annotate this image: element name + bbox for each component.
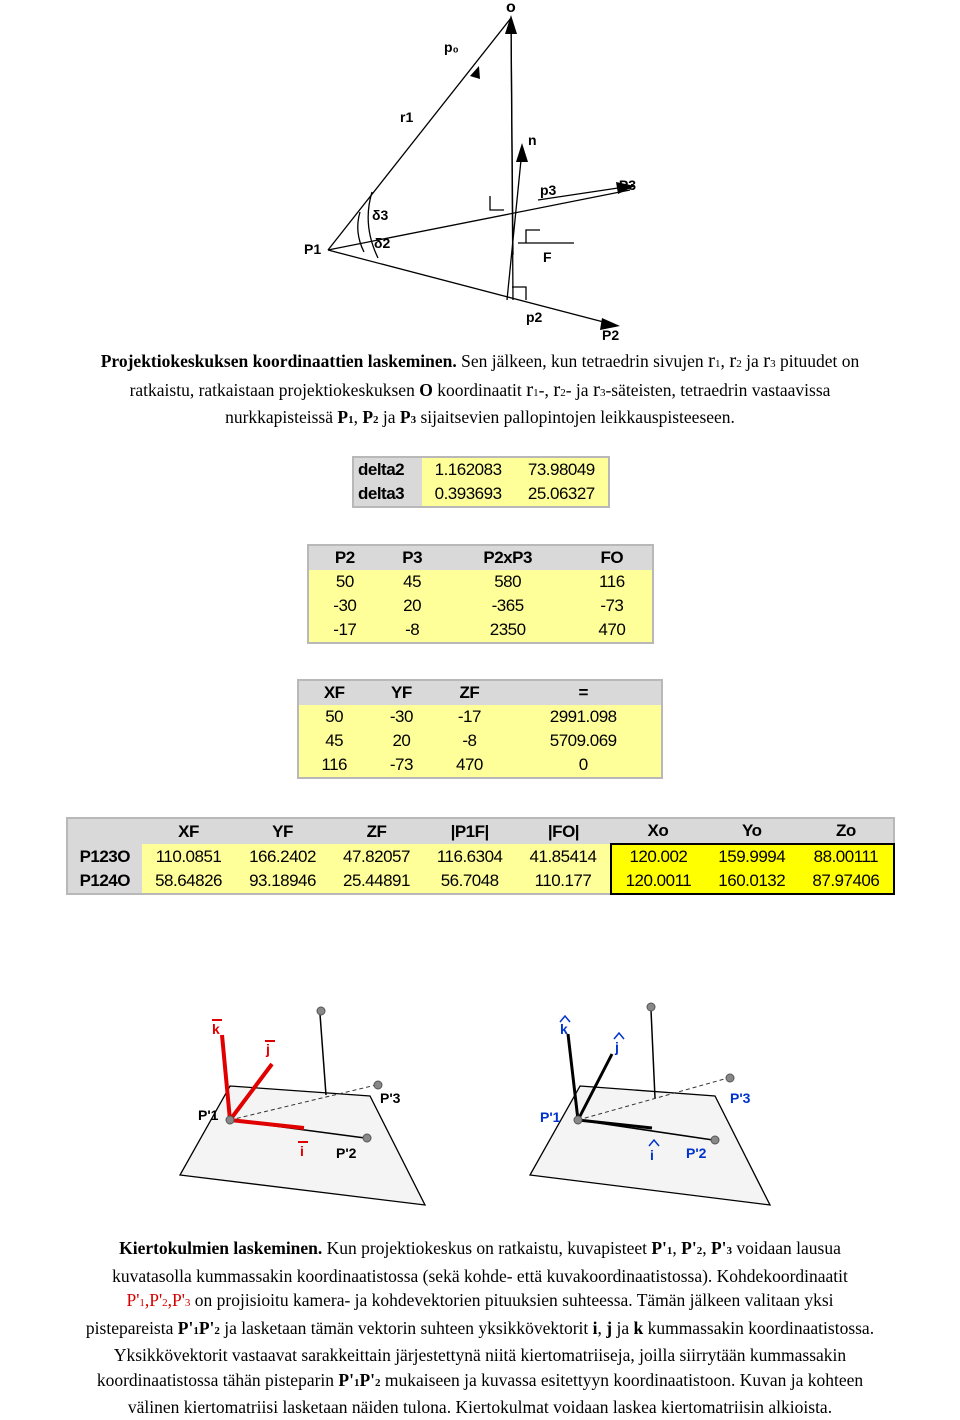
- para1-title: Projektiokeskuksen koordinaattien laskeminen.: [100, 351, 457, 371]
- right-P2-label: P'2: [686, 1145, 707, 1161]
- arrow-n: [516, 143, 528, 162]
- para2-line2: kuvatasolla kummassakin koordinaatistossa (sekä kohde- että kuvakoordinaatistossa). Kohdekoordinaatit: [112, 1265, 848, 1286]
- paragraph-projection-center: [0, 348, 960, 433]
- label-p3: p3: [540, 182, 557, 198]
- table-row: P124O 58.64826 93.18946 25.44891 56.7048 110.177 120.0011 160.0132 87.97406: [67, 869, 894, 894]
- table-row: 50 -30 -17 2991.098: [298, 705, 662, 729]
- table-row: delta2 1.162083 73.98049: [353, 457, 609, 482]
- left-k-label: k: [212, 1021, 220, 1037]
- ray-p0: [328, 18, 511, 250]
- arrow-o: [505, 15, 517, 34]
- left-P3-label: P'3: [380, 1090, 401, 1106]
- angle-arc-inner: [358, 212, 364, 252]
- table-row: delta3 0.393693 25.06327: [353, 482, 609, 507]
- right-j-label: j: [615, 1039, 619, 1055]
- tetrahedron-diagram: [290, 0, 640, 345]
- label-P1: P1: [304, 241, 322, 257]
- right-k-label: k: [560, 1021, 568, 1037]
- line-n-p2: [507, 150, 522, 300]
- para1-line2: ratkaistu, ratkaistaan projektiokeskuksen O koordinaatit r1-, r2- ja r3-säteisten, tetraedrin vastaavissa: [129, 376, 831, 401]
- table-header-row: XF YF ZF =: [298, 680, 662, 705]
- label-o: o: [506, 0, 516, 16]
- para2-line3: P'1,P'2,P'3 on projisioitu kamera- ja kohdevektorien pituuksien suhteessa. Tämän jälkeen valitaan yksi: [126, 1290, 834, 1310]
- table-row: 50 45 580 116: [308, 570, 653, 594]
- f-solution-table: [297, 679, 663, 779]
- left-P1-label: P'1: [198, 1107, 219, 1123]
- table-row: -17 -8 2350 470: [308, 618, 653, 643]
- label-delta3: δ3: [372, 207, 389, 223]
- label-delta2: δ2: [374, 235, 391, 251]
- table-header-row: XF YF ZF |P1F| |FO| Xo Yo Zo: [67, 818, 894, 844]
- right-i-label: i: [650, 1147, 654, 1163]
- right-coordinate-diagram: [530, 1003, 770, 1205]
- left-P2-label: P'2: [336, 1145, 357, 1161]
- table-row: -30 20 -365 -73: [308, 594, 653, 618]
- left-j-label: j: [266, 1041, 270, 1057]
- label-P2: P2: [602, 327, 620, 343]
- para2-line6: koordinaatistossa tähän pisteparin P'1P'2 mukaiseen ja kuvassa esitettyyn koordinaatistoon. Kuvan ja kohteen: [96, 1369, 864, 1390]
- label-P3: P3: [618, 177, 636, 193]
- right-P3-label: P'3: [730, 1090, 751, 1106]
- o-coordinate-table: [66, 817, 895, 895]
- table-row: P123O 110.0851 166.2402 47.82057 116.6304 41.85414 120.002 159.9994 88.00111: [67, 844, 894, 869]
- rotation-diagrams: [0, 990, 960, 1230]
- paragraph-rotation-angles: [0, 1236, 960, 1420]
- table-row: 116 -73 470 0: [298, 753, 662, 778]
- edge-p1-p2: [328, 250, 615, 325]
- label-p2: p2: [526, 309, 543, 325]
- para1-line3: nurkkapisteissä P1, P2 ja P3 sijaitsevien pallopintojen leikkauspisteeseen.: [225, 407, 735, 427]
- para2-line5: Yksikkövektorit vastaavat sarakkeittain järjestettynä niitä kiertomatriiseja, joilla siirrytään kummassakin: [113, 1345, 847, 1365]
- label-n: n: [528, 132, 537, 148]
- p-vector-table: [307, 544, 654, 644]
- para1-line1: Projektiokeskuksen koordinaattien laskeminen. Sen jälkeen, kun tetraedrin sivujen r1, r2 ja r3 pituudet on: [100, 348, 860, 372]
- delta-table: [352, 456, 610, 508]
- label-r1: r1: [400, 109, 414, 125]
- right-angle-2: [526, 230, 540, 243]
- label-p0: p₀: [444, 39, 459, 55]
- label-F: F: [543, 249, 552, 265]
- para2-line1: Kiertokulmien laskeminen. Kun projektiokeskus on ratkaistu, kuvapisteet P'1, P'2, P'3 voidaan lausua: [119, 1238, 841, 1258]
- table-row: 45 20 -8 5709.069: [298, 729, 662, 753]
- right-P1-label: P'1: [540, 1109, 561, 1125]
- para2-line7: välinen kiertomatriisi lasketaan näiden tulona. Kiertokulmat voidaan laskea kiertomatriisin alkioista.: [127, 1397, 833, 1417]
- table-header-row: P2 P3 P2xP3 FO: [308, 545, 653, 570]
- left-coordinate-diagram: [180, 1007, 425, 1205]
- right-angle-1: [490, 196, 504, 210]
- para2-title: Kiertokulmien laskeminen.: [119, 1238, 323, 1258]
- left-i-label: i: [300, 1143, 304, 1159]
- para2-line4: pistepareista P'1P'2 ja lasketaan tämän vektorin suhteen yksikkövektorit i, j ja k kummassakin koordinaatistossa.: [85, 1317, 875, 1338]
